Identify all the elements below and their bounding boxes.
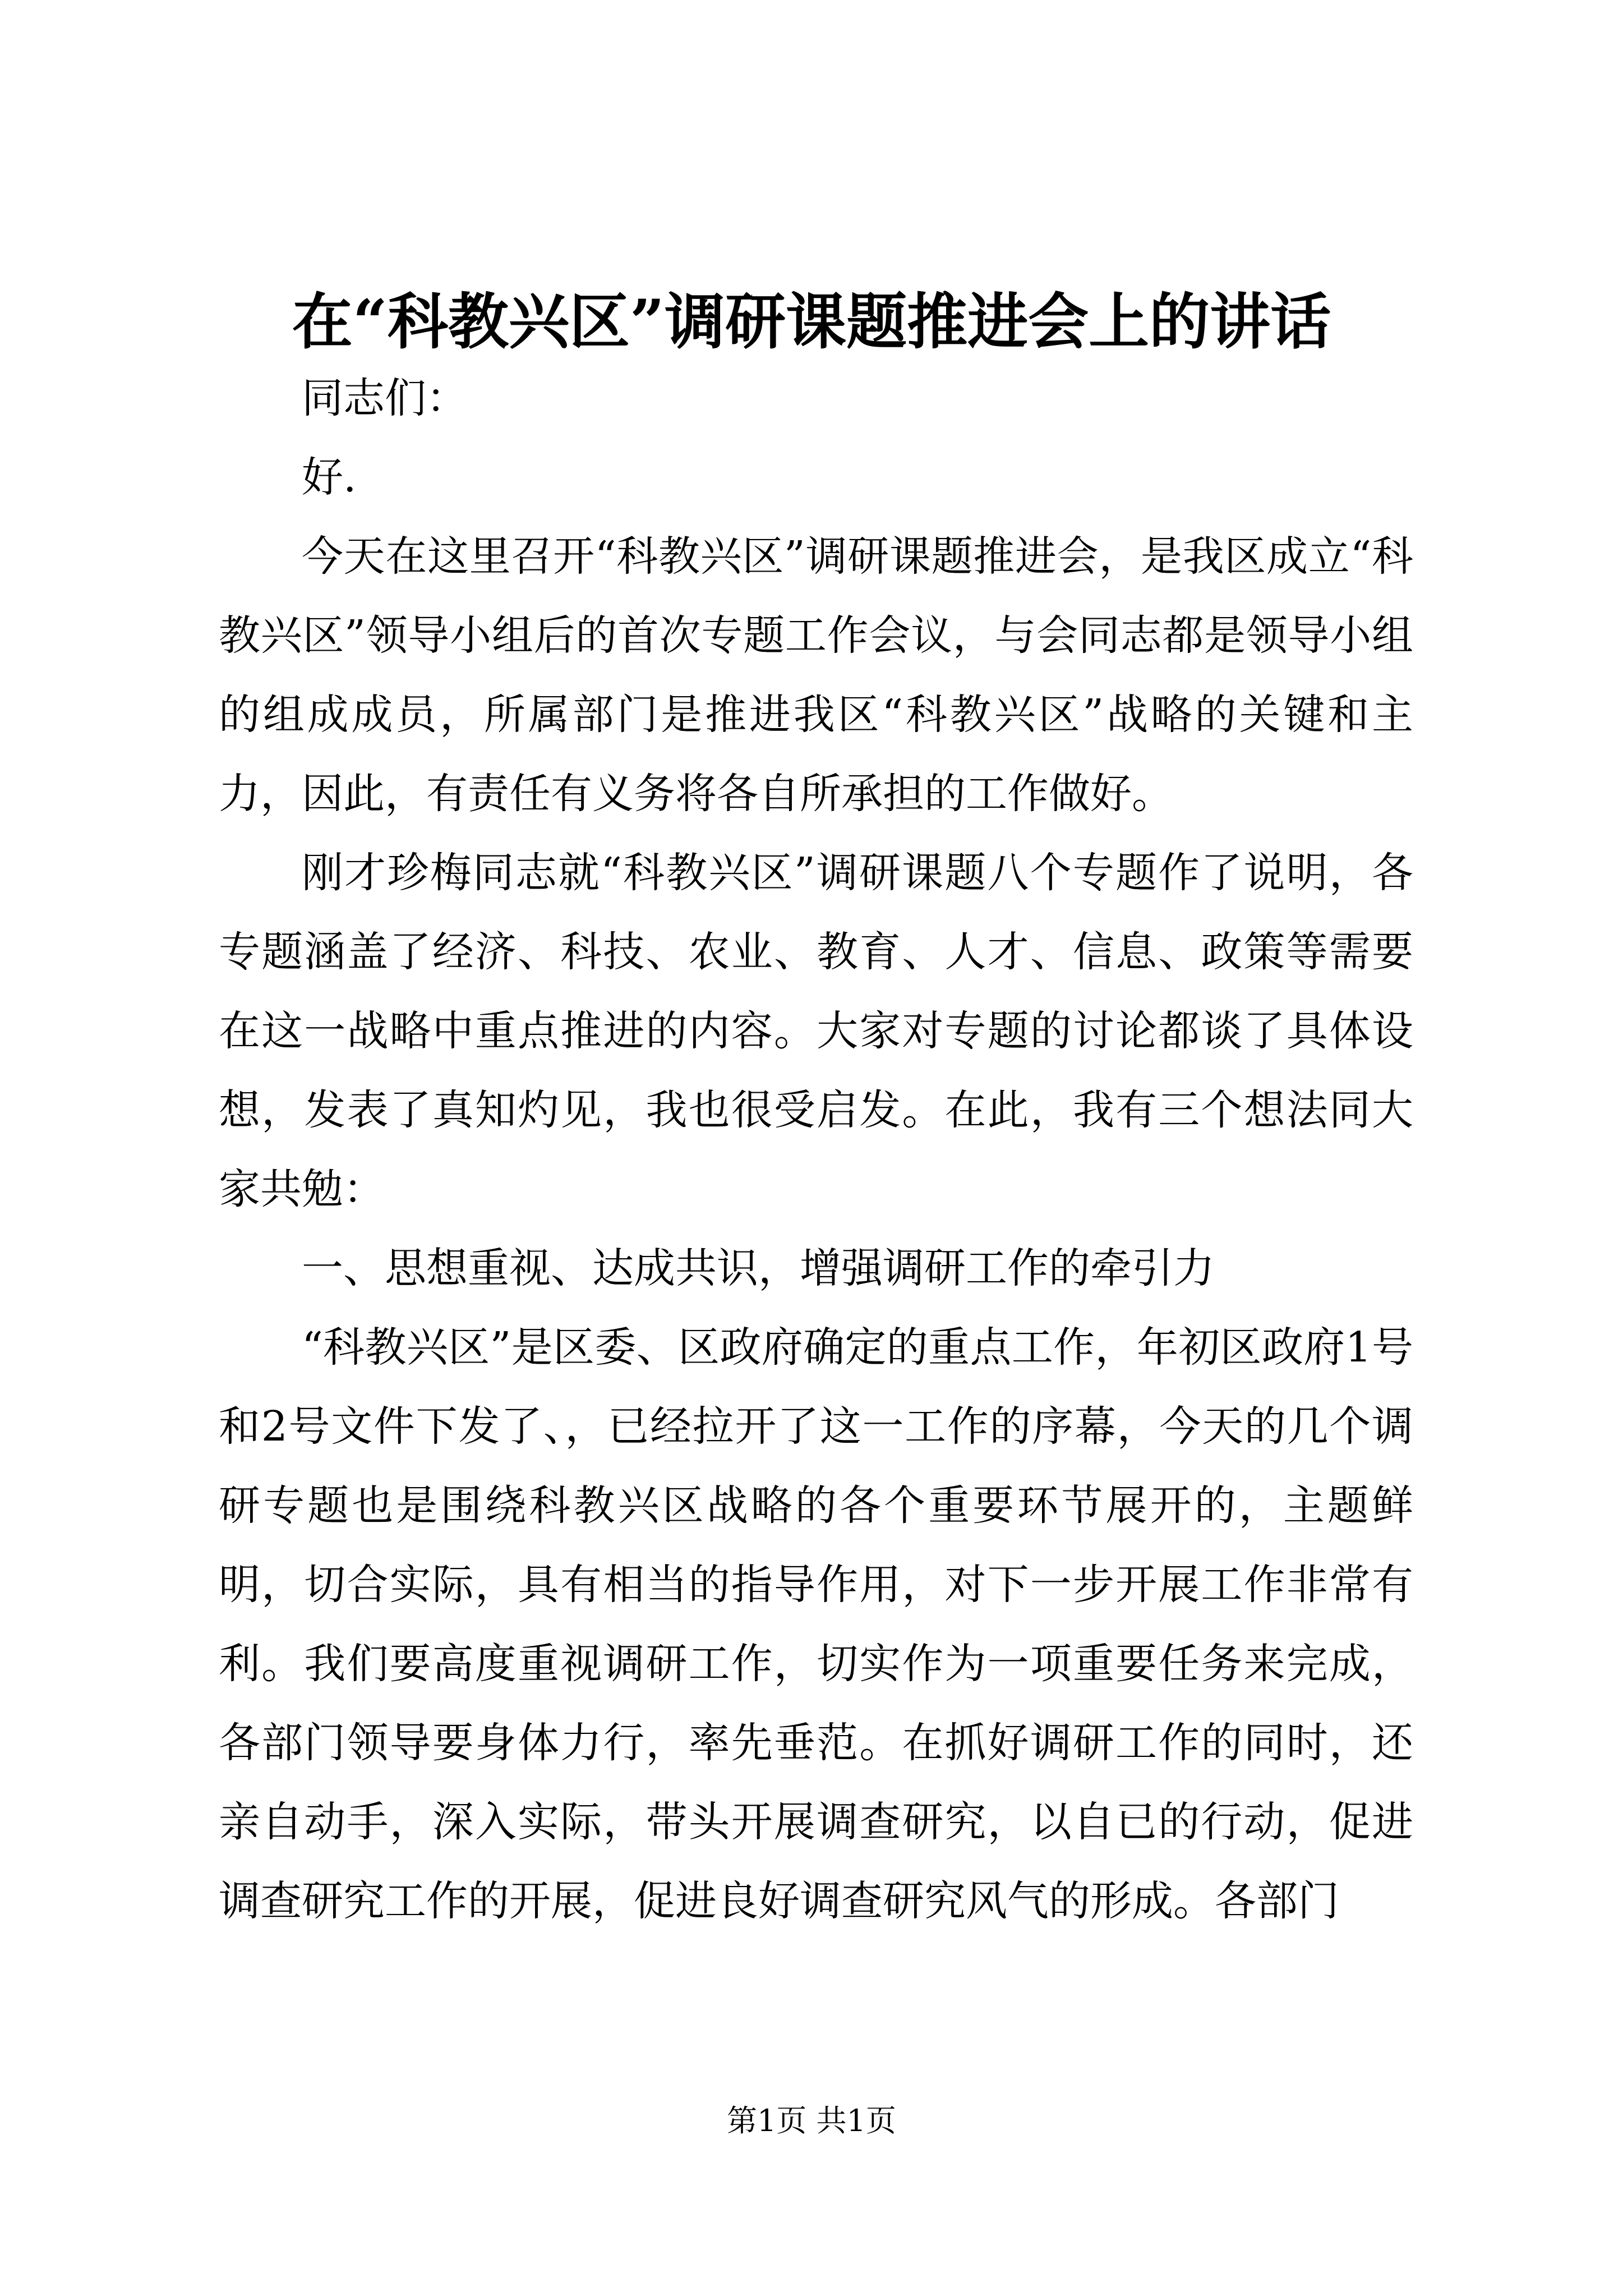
paragraph-greeting: 好. (302, 453, 357, 501)
page-footer: 第1页 共1页 (727, 2103, 896, 2138)
paragraph-section-1: “科教兴区”是区委、区政府确定的重点工作，年初区政府1号和2号文件下发了、，已经拉开了这一工作的序幕，今天的几个调研专题也是围绕科教兴区战略的各个重要环节展开的，主题鲜明，切合实际，具有相当的指导作用，对下一步开展工作非常有利。我们要高度重视调研工作，切实作为一项重要任务来完成，各部门领导要身体力行，率先垂范。在抓好调研工作的同时，还亲自动手，深入实际，带头开展调查研究，以自已的行动，促进调查研究工作的开展，促进良好调查研究风气的形成。各部门 (219, 1323, 1413, 1925)
paragraph-salutation: 同志们： (302, 374, 468, 422)
document-title: 在“科教兴区”调研课题推进会上的讲话 (292, 287, 1331, 357)
document-body (219, 359, 1413, 1941)
paragraph-opening: 今天在这里召开“科教兴区”调研课题推进会，是我区成立“科教兴区”领导小组后的首次专题工作会议，与会同志都是领导小组的组成成员，所属部门是推进我区“科教兴区”战略的关键和主力，因此，有责任有义务将各自所承担的工作做好。 (219, 532, 1413, 818)
section-heading-1: 一、思想重视、达成共识，增强调研工作的牵引力 (302, 1244, 1215, 1292)
paragraph-topics: 刚才珍梅同志就“科教兴区”调研课题八个专题作了说明，各专题涵盖了经济、科技、农业、教育、人才、信息、政策等需要在这一战略中重点推进的内容。大家对专题的讨论都谈了具体设想，发表了真知灼见，我也很受启发。在此，我有三个想法同大家共勉： (219, 849, 1413, 1213)
